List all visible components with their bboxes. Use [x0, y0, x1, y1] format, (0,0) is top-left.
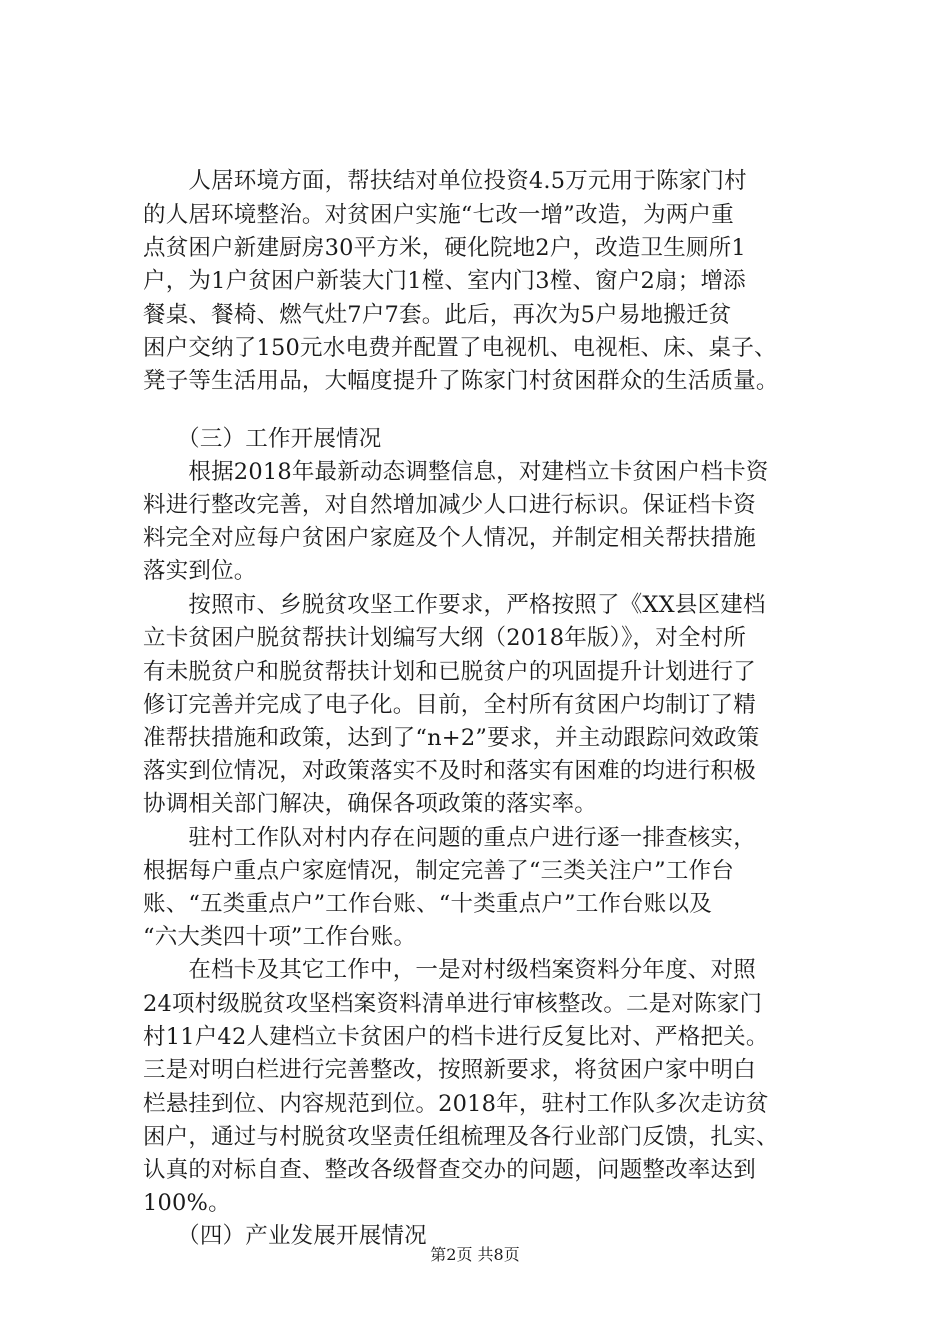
text-line: 栏悬挂到位、内容规范到位。2018年，驻村工作队多次走访贫: [143, 1091, 769, 1117]
text-line: 困户，通过与村脱贫攻坚责任组梳理及各行业部门反馈，扎实、: [143, 1124, 779, 1150]
text-line: 准帮扶措施和政策，达到了“n+2”要求，并主动跟踪问效政策: [143, 725, 760, 751]
text-line: 根据2018年最新动态调整信息，对建档立卡贫困户档卡资: [143, 459, 769, 485]
text-line: 根据每户重点户家庭情况，制定完善了“三类关注户”工作台: [143, 858, 734, 884]
text-line: 修订完善并完成了电子化。目前，全村所有贫困户均制订了精: [143, 692, 756, 718]
text-line: 人居环境方面，帮扶结对单位投资4.5万元用于陈家门村: [143, 168, 747, 194]
text-line: 协调相关部门解决，确保各项政策的落实率。: [143, 791, 598, 817]
text-line: 24项村级脱贫攻坚档案资料清单进行审核整改。二是对陈家门: [143, 991, 763, 1017]
text-line: 三是对明白栏进行完善整改，按照新要求，将贫困户家中明白: [143, 1057, 756, 1083]
text-line: （四）产业发展开展情况: [143, 1223, 427, 1249]
text-line: 餐桌、餐椅、燃气灶7户7套。此后，再次为5户易地搬迁贫: [143, 302, 732, 328]
page-footer: 第2页 共8页: [430, 1245, 520, 1264]
text-line: 账、“五类重点户”工作台账、“十类重点户”工作台账以及: [143, 891, 712, 917]
text-line: 的人居环境整治。对贫困户实施“七改一增”改造，为两户重: [143, 202, 734, 228]
text-line: 困户交纳了150元水电费并配置了电视机、电视柜、床、桌子、: [143, 335, 777, 361]
text-line: “六大类四十项”工作台账。: [143, 924, 417, 950]
text-line: 立卡贫困户脱贫帮扶计划编写大纲（2018年版）》，对全村所: [143, 625, 747, 651]
text-line: 点贫困户新建厨房30平方米，硬化院地2户，改造卫生厕所1: [143, 235, 746, 261]
text-line: 凳子等生活用品，大幅度提升了陈家门村贫困群众的生活质量。: [143, 368, 779, 394]
text-line: 村11户42人建档立卡贫困户的档卡进行反复比对、严格把关。: [143, 1024, 769, 1050]
text-line: 按照市、乡脱贫攻坚工作要求，严格按照了《XX县区建档: [143, 592, 766, 618]
text-line: 料进行整改完善，对自然增加减少人口进行标识。保证档卡资: [143, 492, 756, 518]
text-line: 驻村工作队对村内存在问题的重点户进行逐一排查核实，: [143, 825, 756, 851]
text-line: 认真的对标自查、整改各级督查交办的问题，问题整改率达到: [143, 1157, 756, 1183]
text-line: 落实到位。: [143, 558, 257, 584]
text-line: 户，为1户贫困户新装大门1樘、室内门3樘、窗户2扇；增添: [143, 268, 746, 294]
text-line: 料完全对应每户贫困户家庭及个人情况，并制定相关帮扶措施: [143, 525, 756, 551]
text-line: 落实到位情况，对政策落实不及时和落实有困难的均进行积极: [143, 758, 756, 784]
text-line: 在档卡及其它工作中，一是对村级档案资料分年度、对照: [143, 957, 756, 983]
text-line: 有未脱贫户和脱贫帮扶计划和已脱贫户的巩固提升计划进行了: [143, 659, 756, 685]
text-line: 100%。: [143, 1190, 231, 1216]
text-line: （三）工作开展情况: [143, 426, 382, 452]
